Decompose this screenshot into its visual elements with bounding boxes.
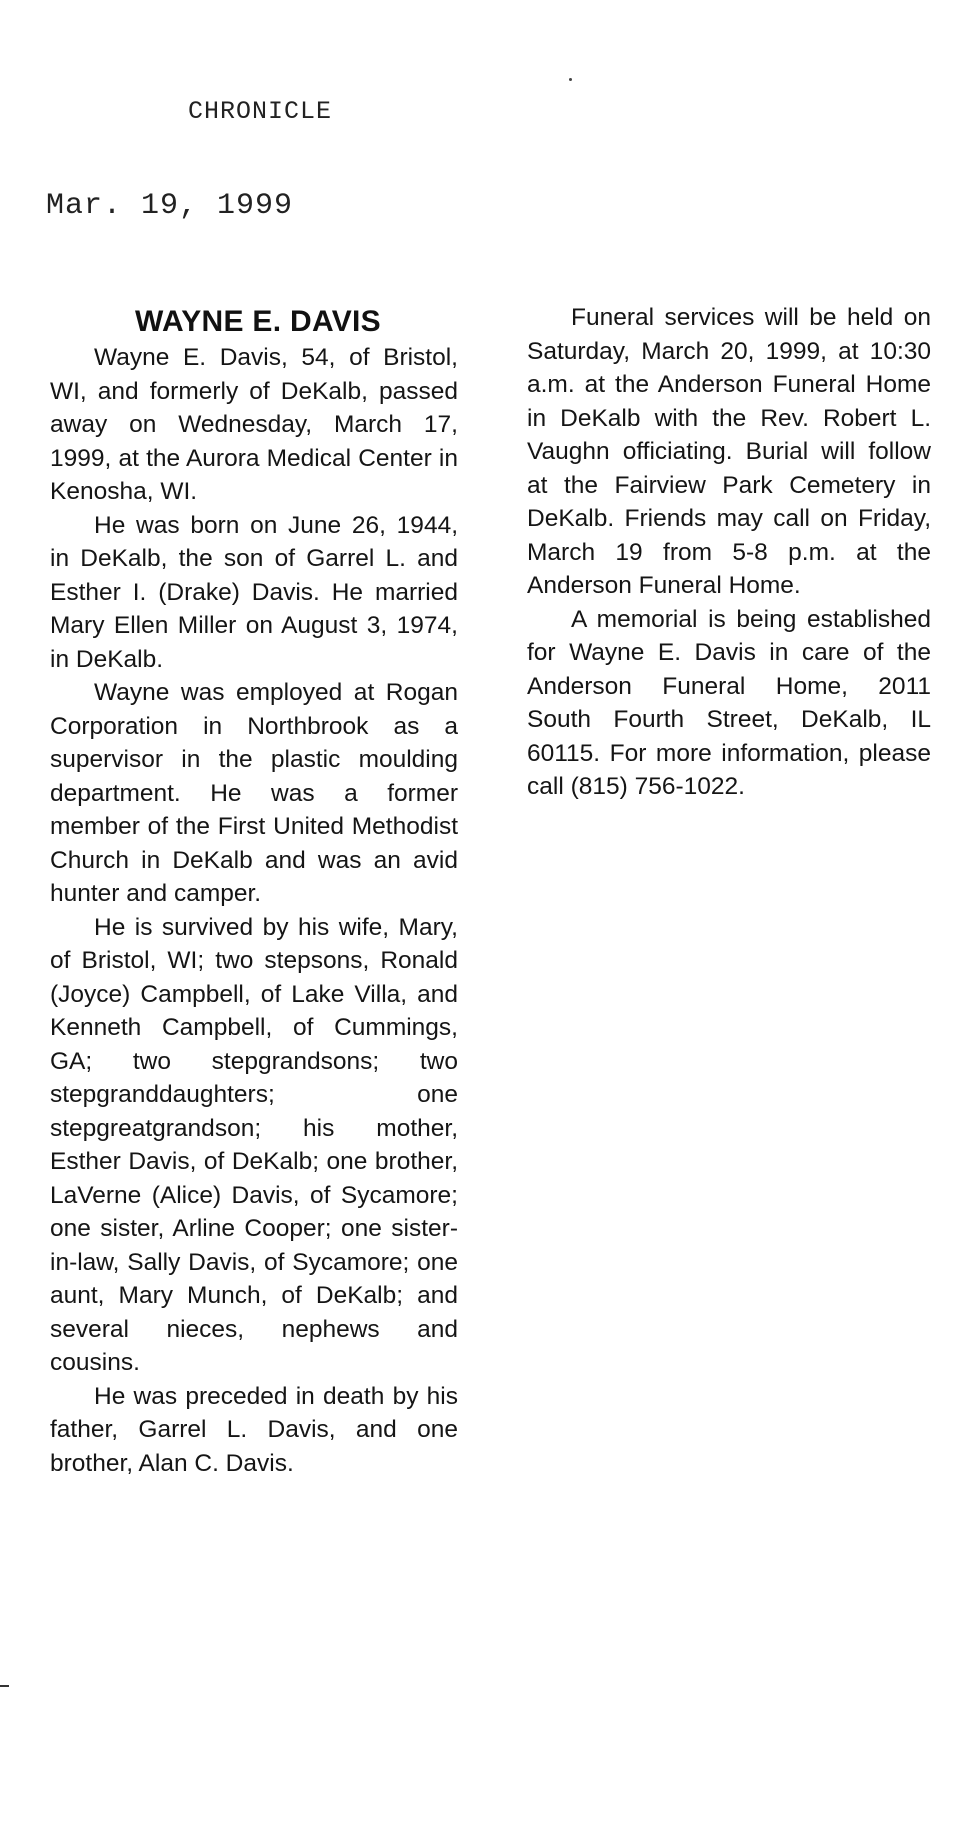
obituary-right-column [527,301,931,804]
obituary-paragraph-death-notice: Wayne E. Davis, 54, of Bristol, WI, and formerly of DeKalb, passed away on Wednesday, March 17, 1999, at the Aurora Medical Center in Kenosha, WI. [50,344,458,505]
obituary-paragraph-preceded: He was preceded in death by his father, Garrel L. Davis, and one brother, Alan C. Davis. [50,1382,458,1477]
obituary-headline: WAYNE E. DAVIS [135,305,381,338]
obituary-left-column [50,303,458,1480]
obituary-paragraph-birth-marriage: He was born on June 26, 1944, in DeKalb, the son of Garrel L. and Esther I. (Drake) Davis. He married Mary Ellen Miller on August 3, 1974, in DeKalb. [50,511,458,673]
obituary-paragraph-services: Funeral services will be held on Saturday, March 20, 1999, at 10:30 a.m. at the Anderson Funeral Home in DeKalb with the Rev. Robert L. Vaughn officiating. Burial will follow at the Fairview Park Cemetery in DeKalb. Friends may call on Friday, March 19 from 5-8 p.m. at the Anderson Funeral Home. [527,304,931,599]
obituary-paragraph-survivors: He is survived by his wife, Mary, of Bristol, WI; two stepsons, Ronald (Joyce) Campbell, of Lake Villa, and Kenneth Campbell, of Cummings, GA; two stepgrandsons; two stepgranddaughters; one stepgreatgrandson; his mother, Esther Davis, of DeKalb; one brother, LaVerne (Alice) Davis, of Sycamore; one sister, Arline Cooper; one sister-in-law, Sally Davis, of Sycamore; one aunt, Mary Munch, of DeKalb; and several nieces, nephews and cousins. [50,913,458,1376]
scan-edge-mark [0,1685,9,1687]
publication-date: Mar. 19, 1999 [46,189,294,223]
scan-speck [569,78,572,81]
newspaper-name: CHRONICLE [188,97,333,126]
obituary-paragraph-employment: Wayne was employed at Rogan Corporation in Northbrook as a supervisor in the plastic moulding department. He was a former member of the First United Methodist Church in DeKalb and was an avid hunter and camper. [50,679,458,907]
obituary-paragraph-memorial: A memorial is being established for Wayne E. Davis in care of the Anderson Funeral Home, 2011 South Fourth Street, DeKalb, IL 60115. For more information, please call (815) 756-1022. [527,605,931,800]
